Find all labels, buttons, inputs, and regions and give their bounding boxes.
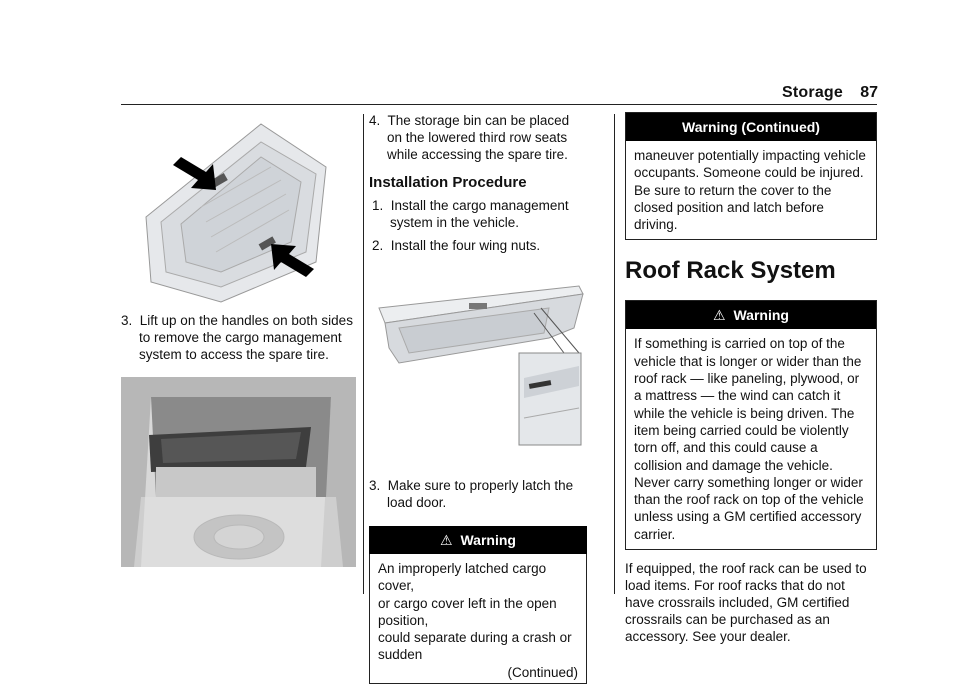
cargo-bin-handles-illustration <box>121 112 356 307</box>
install-step-1: 1. Install the cargo management system in the vehicle. <box>372 198 569 230</box>
latch-warning-header: ⚠ Warning <box>369 526 587 554</box>
step-4-storage-bin: 4. The storage bin can be placed on the lowered third row seats while accessing the spare tire. <box>369 113 570 162</box>
column-divider-2 <box>614 114 615 594</box>
column-1 <box>121 112 356 567</box>
roof-rack-heading: Roof Rack System <box>625 257 836 285</box>
latch-warning-box <box>369 526 587 684</box>
warning-continued-header: Warning (Continued) <box>626 113 876 141</box>
warning-line-3: could separate during a crash or sudden <box>378 630 572 663</box>
warning-line-1: An improperly latched cargo cover, <box>378 561 547 594</box>
warning-triangle-icon: ⚠ <box>440 532 453 548</box>
warning-continued-body: maneuver potentially impacting vehicle occupants. Someone could be injured. Be sure to return the cover to the closed position and latch before driving. <box>634 148 866 233</box>
trunk-spare-tire-photo <box>121 377 356 567</box>
warning-continued-box <box>625 112 877 240</box>
warning-line-2: or cargo cover left in the open position, <box>378 595 557 628</box>
section-title: Storage <box>782 84 843 101</box>
roof-rack-warning-box <box>625 300 877 550</box>
page-number: 87 <box>860 84 878 101</box>
warning-triangle-icon: ⚠ <box>713 307 726 324</box>
column-2 <box>369 112 587 684</box>
latch-warning-body <box>369 554 587 684</box>
step-3-latch-load-door: 3. Make sure to properly latch the load door. <box>369 478 574 510</box>
column-3 <box>625 112 877 645</box>
wing-nut-installation-illustration <box>369 268 587 463</box>
roof-rack-paragraph: If equipped, the roof rack can be used to load items. For roof racks that do not have crossrails included, GM certified crossrails can be purchased as an accessory. See your dealer. <box>625 561 867 645</box>
roof-rack-warning-body: If something is carried on top of the vehicle that is longer or wider than the roof rack — like paneling, plywood, or a mattress — the wind can catch it while the vehicle is being driven. The item being carried could be violently torn off, and this could cause a collision and damage the vehicle. Never carry something longer or wider than the roof rack on top of the vehicle unless using a GM certified accessory carrier. <box>634 336 864 542</box>
install-steps-list <box>369 197 587 254</box>
roof-rack-warning-header: ⚠ Warning <box>626 301 876 329</box>
header-rule <box>121 104 877 105</box>
column-divider-1 <box>363 114 364 594</box>
install-step-2: 2. Install the four wing nuts. <box>372 238 541 253</box>
step-3-lift-handles: 3. Lift up on the handles on both sides to remove the cargo management system to access the spare tire. <box>121 313 353 362</box>
continued-label: (Continued) <box>507 664 578 680</box>
installation-heading: Installation Procedure <box>369 174 527 191</box>
page-header <box>0 0 960 110</box>
